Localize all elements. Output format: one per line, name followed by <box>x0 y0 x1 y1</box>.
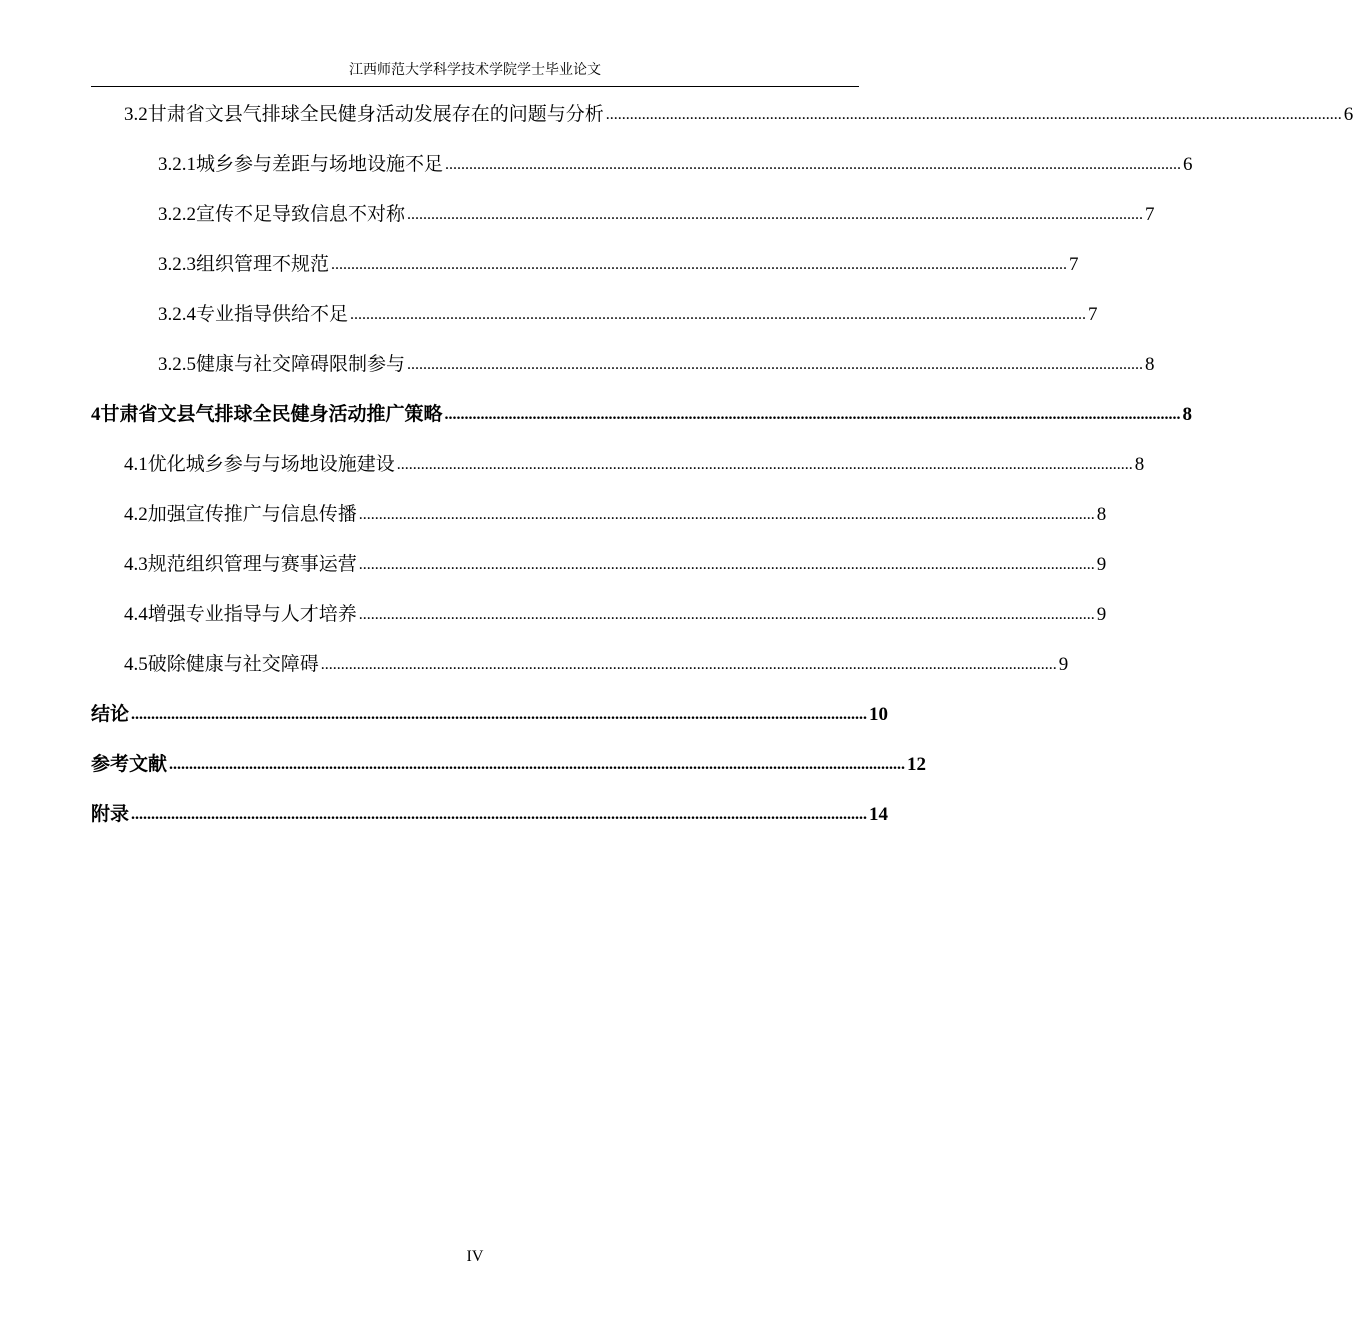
toc-entry[interactable] <box>124 549 1107 577</box>
toc-entry-number: 4.4 <box>124 604 148 625</box>
toc-entry-page: 7 <box>1145 204 1155 225</box>
toc-entry-title: 参考文献 <box>91 754 168 775</box>
toc-entry[interactable] <box>158 199 1155 227</box>
toc-leader-dots: ........................................................................................................................................................................................ <box>131 806 868 823</box>
toc-entry-page: 9 <box>1058 654 1069 675</box>
toc-leader-dots: ........................................................................................................................................................................................ <box>358 556 1095 573</box>
toc-entry-number: 3.2 <box>124 104 148 125</box>
toc-entry-page: 8 <box>1096 504 1107 525</box>
toc-entry[interactable] <box>91 399 1193 427</box>
toc-entry-page: 9 <box>1096 554 1107 575</box>
toc-entry-page: 10 <box>869 704 889 725</box>
toc-leader-dots: ........................................................................................................................................................................................ <box>358 506 1095 523</box>
toc-leader-dots: ........................................................................................................................................................................................ <box>444 406 1181 423</box>
toc-entry[interactable] <box>158 299 1098 327</box>
toc-entry-page: 6 <box>1343 104 1353 125</box>
toc-entry[interactable] <box>124 449 1145 477</box>
toc-entry[interactable] <box>91 799 889 827</box>
toc-entry[interactable] <box>158 249 1079 277</box>
page-number: IV <box>466 1248 484 1265</box>
toc-leader-dots: ........................................................................................................................................................................................ <box>407 356 1144 373</box>
toc-entry-number: 3.2.1 <box>158 154 196 175</box>
toc-entry-page: 14 <box>869 804 889 825</box>
toc-entry-title: 附录 <box>91 804 130 825</box>
toc-entry-title: 加强宣传推广与信息传播 <box>147 504 357 525</box>
toc-leader-dots: ........................................................................................................................................................................................ <box>331 256 1068 273</box>
toc-entry[interactable] <box>91 749 927 777</box>
toc-entry[interactable] <box>158 349 1155 377</box>
toc-entry-page: 12 <box>907 754 927 775</box>
toc-entry[interactable] <box>124 499 1107 527</box>
toc-entry-number: 3.2.4 <box>158 304 196 325</box>
toc-entry-number: 4.2 <box>124 504 148 525</box>
toc-entry-title: 结论 <box>91 704 130 725</box>
toc-entry-title: 甘肃省文县气排球全民健身活动推广策略 <box>100 404 443 425</box>
toc-leader-dots: ........................................................................................................................................................................................ <box>131 706 868 723</box>
toc-entry-title: 健康与社交障碍限制参与 <box>196 354 406 375</box>
toc-entry-title: 专业指导供给不足 <box>196 304 349 325</box>
toc-entry-number: 3.2.5 <box>158 354 196 375</box>
toc-entry-number: 4.5 <box>124 654 148 675</box>
toc-entry-title: 增强专业指导与人才培养 <box>147 604 357 625</box>
toc-entry[interactable] <box>158 149 1193 177</box>
toc-entry-title: 城乡参与差距与场地设施不足 <box>196 154 444 175</box>
toc-entry[interactable] <box>124 599 1107 627</box>
toc-entry-title: 组织管理不规范 <box>196 254 330 275</box>
toc-entry-page: 6 <box>1183 154 1193 175</box>
toc-entry-title: 宣传不足导致信息不对称 <box>196 204 406 225</box>
toc-leader-dots: ........................................................................................................................................................................................ <box>445 156 1182 173</box>
toc-entry-page: 7 <box>1088 304 1098 325</box>
toc-entry-title: 破除健康与社交障碍 <box>147 654 319 675</box>
toc-entry-page: 9 <box>1096 604 1107 625</box>
running-header: 江西师范大学科学技术学院学士毕业论文 <box>349 63 601 78</box>
toc-entry[interactable] <box>124 99 1353 127</box>
toc-entry-title: 规范组织管理与赛事运营 <box>147 554 357 575</box>
toc-entry-page: 7 <box>1069 254 1079 275</box>
toc-entry-number: 3.2.2 <box>158 204 196 225</box>
toc-entry[interactable] <box>91 699 889 727</box>
toc-leader-dots: ........................................................................................................................................................................................ <box>169 756 906 773</box>
toc-entry-number: 4 <box>91 404 101 425</box>
toc-entry-number: 3.2.3 <box>158 254 196 275</box>
toc-leader-dots: ........................................................................................................................................................................................ <box>320 656 1057 673</box>
toc-leader-dots: ........................................................................................................................................................................................ <box>396 456 1133 473</box>
toc-entry-number: 4.3 <box>124 554 148 575</box>
toc-entry[interactable] <box>124 649 1069 677</box>
toc-leader-dots: ........................................................................................................................................................................................ <box>358 606 1095 623</box>
toc-entry-number: 4.1 <box>124 454 148 475</box>
toc-leader-dots: ........................................................................................................................................................................................ <box>407 206 1144 223</box>
toc-entry-title: 甘肃省文县气排球全民健身活动发展存在的问题与分析 <box>147 104 604 125</box>
toc-leader-dots: ........................................................................................................................................................................................ <box>350 306 1087 323</box>
toc-entry-title: 优化城乡参与与场地设施建设 <box>147 454 395 475</box>
toc-entry-page: 8 <box>1145 354 1155 375</box>
toc-leader-dots: ........................................................................................................................................................................................ <box>605 106 1342 123</box>
toc-entry-page: 8 <box>1134 454 1145 475</box>
toc-entry-page: 8 <box>1182 404 1193 425</box>
